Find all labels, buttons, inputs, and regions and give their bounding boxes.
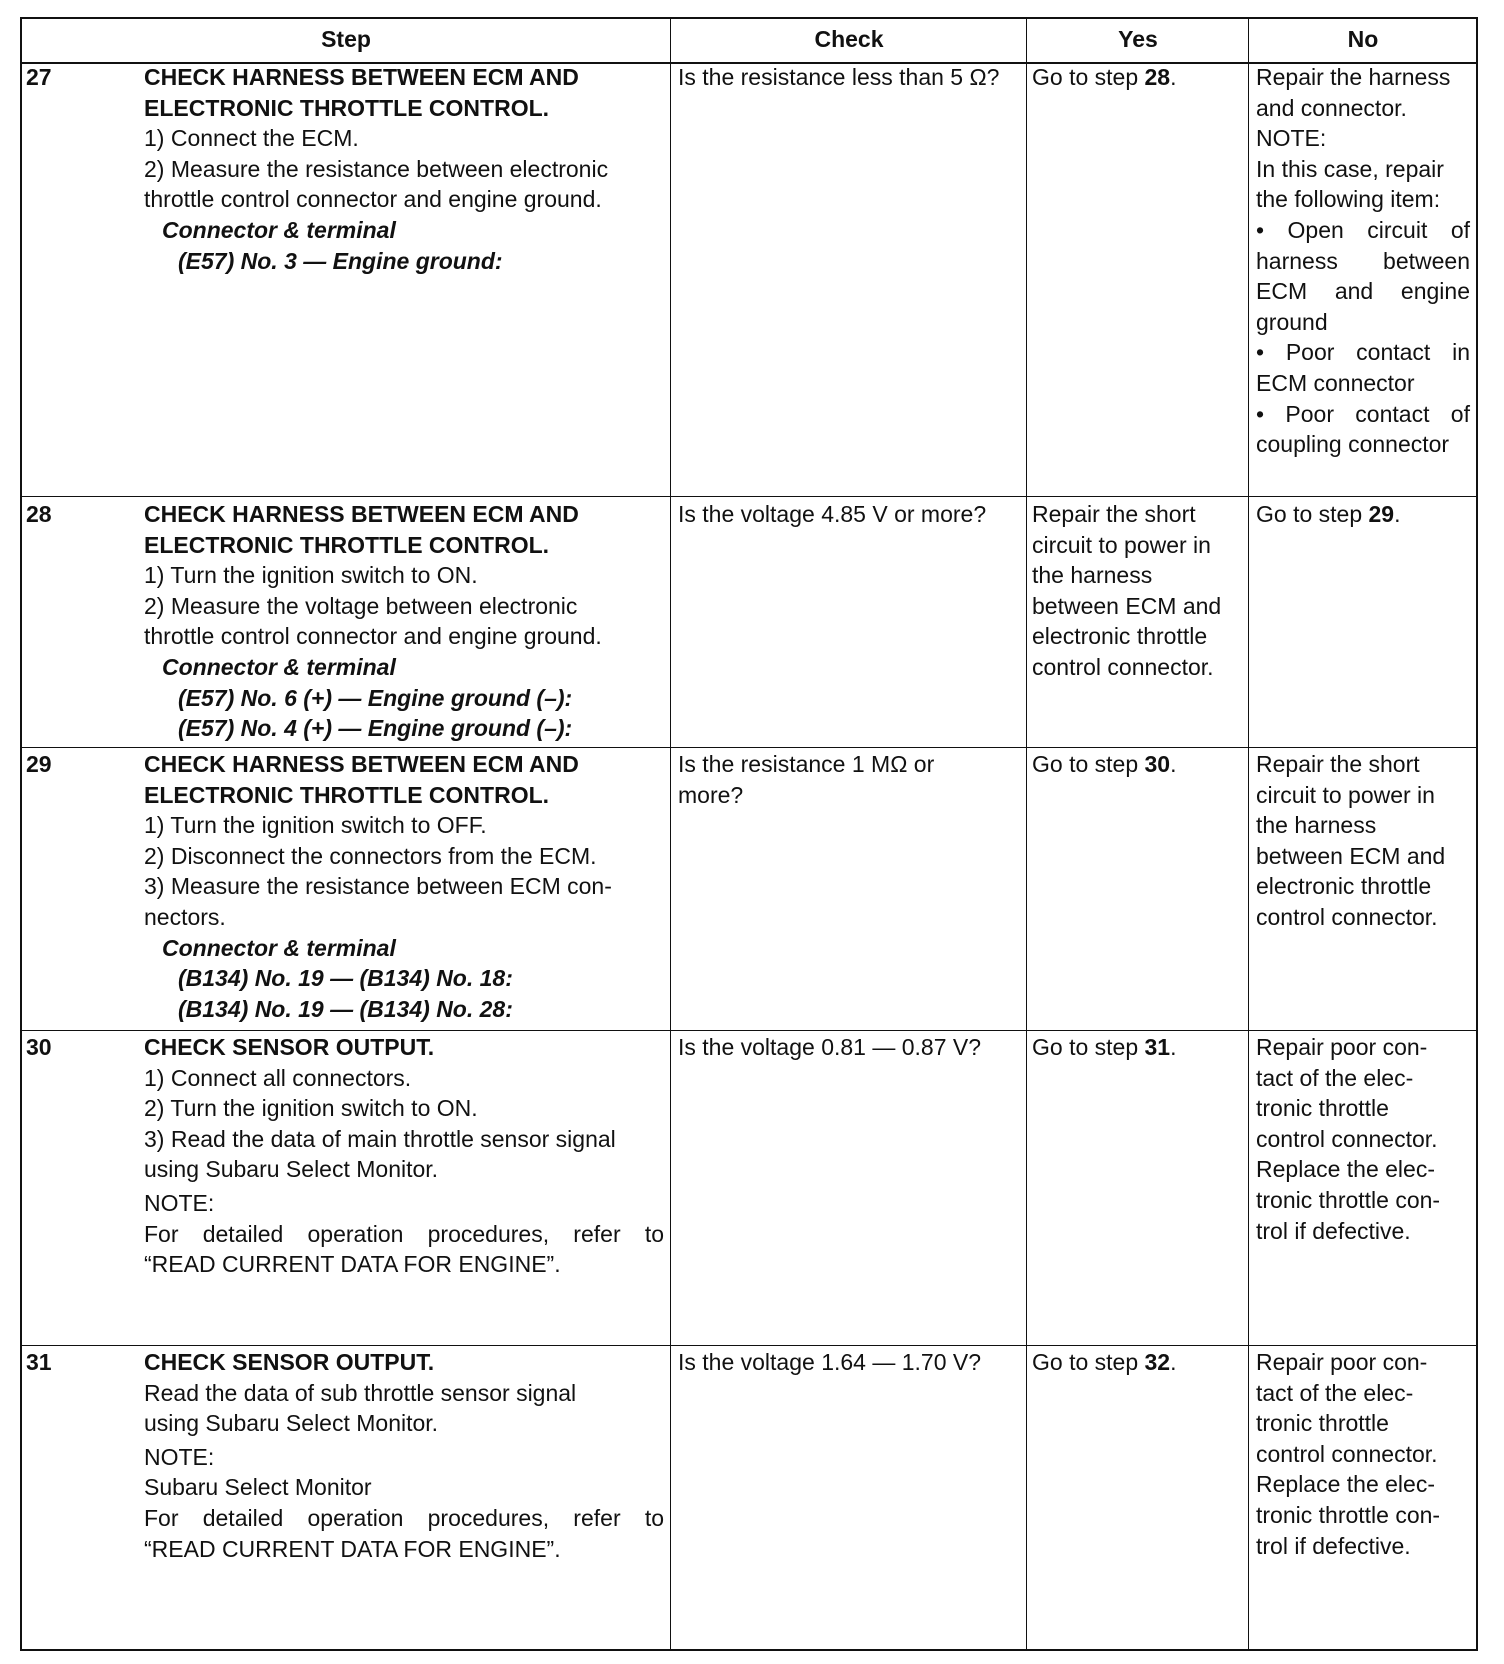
check-question: Is the resistance 1 MΩ or more? — [678, 751, 935, 808]
step-number: 29 — [26, 751, 52, 777]
check-question: Is the resistance less than 5 Ω? — [678, 64, 1000, 90]
yes-action: Go to step 30. — [1032, 751, 1177, 777]
diagnostic-table — [20, 17, 1478, 1651]
header-step: Step — [321, 26, 371, 52]
yes-action: Go to step 32. — [1032, 1349, 1177, 1375]
connector-terminal-label: Connector & terminal — [162, 216, 396, 243]
terminal-spec: (E57) No. 4 (+) — Engine ground (–): — [178, 715, 573, 742]
column-divider — [1026, 19, 1027, 1649]
step-description: CHECK HARNESS BETWEEN ECM AND ELECTRONIC THROTTLE CONTROL. 1) Connect the ECM. 2) Measure the resistance between electronic throttle control connector and engine ground. Connector & terminal (E57) No. 3 — Engine ground: — [144, 62, 664, 276]
step-number: 28 — [26, 501, 52, 527]
no-action: Go to step 29. — [1256, 501, 1401, 527]
no-action: Repair the short circuit to power in the harness between ECM and electronic throttle control connector. — [1256, 751, 1446, 930]
step-description: CHECK SENSOR OUTPUT. 1) Connect all connectors. 2) Turn the ignition switch to ON. 3) Read the data of main throttle sensor signal using Subaru Select Monitor. NOTE: For detailed operation procedures, refer to “READ CURRENT DATA FOR ENGINE”. — [144, 1034, 664, 1278]
check-question: Is the voltage 0.81 — 0.87 V? — [678, 1034, 982, 1060]
yes-action: Go to step 28. — [1032, 64, 1177, 90]
step-description: CHECK HARNESS BETWEEN ECM AND ELECTRONIC THROTTLE CONTROL. 1) Turn the ignition switch to ON. 2) Measure the voltage between electronic throttle control connector and engine ground. Connector & terminal (E57) No. 6 (+) — Engine ground (–): (E57) No. 4 (+) — Engine ground (–): — [144, 499, 664, 744]
terminal-spec: (B134) No. 19 — (B134) No. 18: — [178, 965, 513, 992]
step-number: 31 — [26, 1349, 52, 1375]
step-number: 27 — [26, 64, 52, 90]
yes-action: Go to step 31. — [1032, 1034, 1177, 1060]
check-question: Is the voltage 4.85 V or more? — [678, 501, 987, 527]
no-action: Repair poor con- tact of the elec- tronic throttle control connector. Replace the elec- tronic throttle con- trol if defective. — [1256, 1034, 1441, 1244]
column-divider — [1248, 19, 1249, 1649]
header-no: No — [1347, 26, 1379, 52]
no-action: Repair poor con- tact of the elec- tronic throttle control connector. Replace the elec- tronic throttle con- trol if defective. — [1256, 1349, 1441, 1559]
step-number: 30 — [26, 1034, 52, 1060]
header-check: Check — [814, 26, 884, 52]
connector-terminal-label: Connector & terminal — [162, 934, 396, 961]
row-divider — [22, 1030, 1476, 1031]
table-header — [22, 19, 1476, 64]
terminal-spec: (E57) No. 6 (+) — Engine ground (–): — [178, 684, 573, 711]
row-divider — [22, 496, 1476, 497]
connector-terminal-label: Connector & terminal — [162, 653, 396, 680]
terminal-spec: (B134) No. 19 — (B134) No. 28: — [178, 995, 513, 1022]
no-action: Repair the harness and connector. NOTE: In this case, repair the following item: • Open circuit of harness between ECM and engine ground • Poor contact in ECM connector • Poor contact of coupling connector — [1256, 64, 1470, 458]
check-question: Is the voltage 1.64 — 1.70 V? — [678, 1349, 982, 1375]
column-divider — [670, 19, 671, 1649]
yes-action: Repair the short circuit to power in the harness between ECM and electronic throttle control connector. — [1032, 501, 1222, 680]
terminal-spec: (E57) No. 3 — Engine ground: — [178, 247, 503, 274]
header-yes: Yes — [1118, 26, 1158, 52]
row-divider — [22, 1345, 1476, 1346]
step-description: CHECK HARNESS BETWEEN ECM AND ELECTRONIC THROTTLE CONTROL. 1) Turn the ignition switch to OFF. 2) Disconnect the connectors from the ECM. 3) Measure the resistance between ECM con- nectors. Connector & terminal (B134) No. 19 — (B134) No. 18: (B134) No. 19 — (B134) No. 28: — [144, 749, 664, 1024]
step-description: CHECK SENSOR OUTPUT. Read the data of sub throttle sensor signal using Subaru Select Monitor. NOTE: Subaru Select Monitor For detailed operation procedures, refer to “READ CURRENT DATA FOR ENGINE”. — [144, 1349, 664, 1562]
row-divider — [22, 747, 1476, 748]
